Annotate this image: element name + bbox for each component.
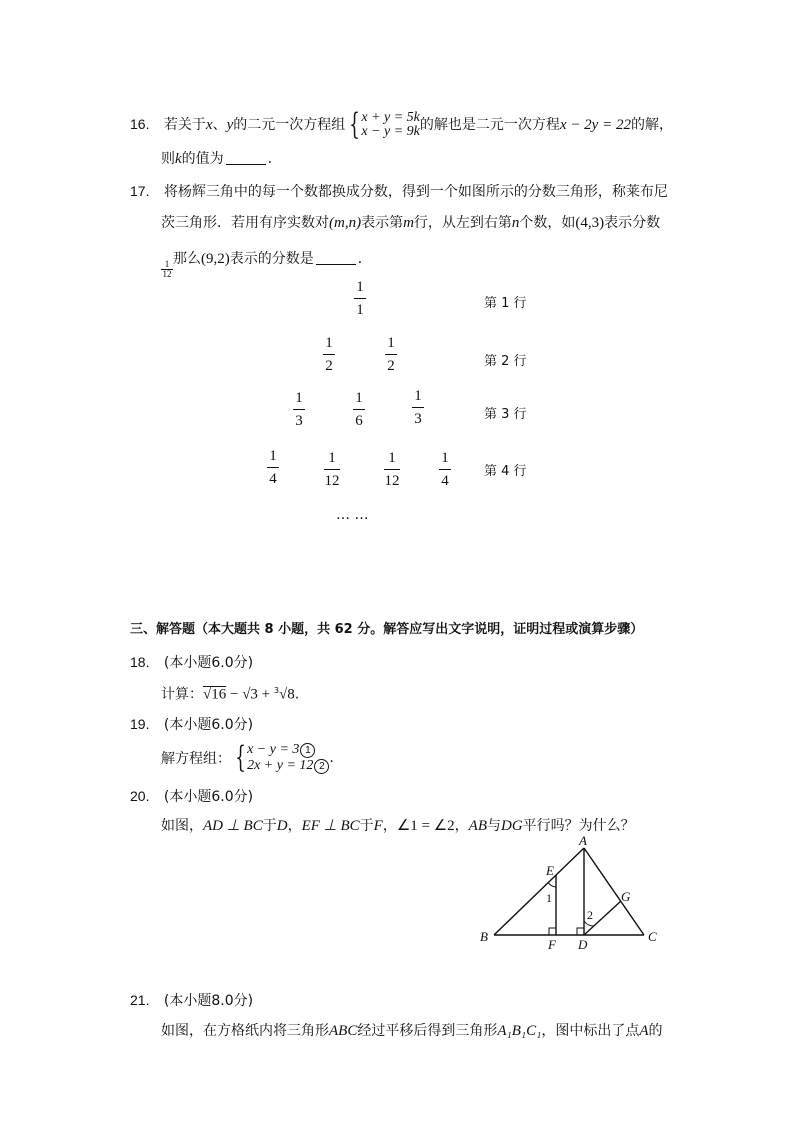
equation-1: x + y = 5k [361,110,420,125]
q18-end: . [294,686,300,703]
q16-sep: 、 [212,117,227,133]
equation-2: 2x + y = 12 2 [247,758,329,774]
question-number: 17. [130,183,150,199]
var-dg: DG [501,818,523,834]
q21-text: ，图中标出了点 [541,1023,640,1039]
q16-text: 的二元一次方程组 [233,117,346,133]
var-f: F [373,818,383,834]
q17-end: ． [357,251,372,267]
q17-text: 茨三角形．若用有序实数对 [161,215,329,231]
ellipsis: … … [336,507,369,523]
q20-text: 如图， [161,818,203,834]
row-label: 第 2 行 [484,354,527,369]
q19-end: . [329,750,334,766]
question-number: 16. [130,116,150,132]
var-k: k [175,151,182,167]
var-ab: AB [468,818,487,834]
var-d: D [276,818,288,834]
expr-middle: − √3 + [226,686,274,703]
label-g: G [621,889,631,904]
root-index: 3 [273,686,279,695]
fraction: 1 6 [349,389,369,430]
cond-ef-perp-bc: EF ⊥ BC [301,818,360,834]
var-y: y [226,117,234,133]
circled-1: 1 [300,743,315,758]
question-number: 18. [130,654,150,670]
question-17-line3 [161,248,372,279]
q16-text: 则 [161,151,175,167]
q20-text: 于 [262,818,277,834]
fraction: 1 1 [350,278,370,319]
label-a: A [579,835,587,848]
question-19-header [130,714,253,735]
question-17-line2 [161,212,660,234]
q20-text: ， [454,818,469,834]
q16-end: . [267,151,273,167]
fraction: 1 2 [319,334,339,375]
example-fraction: $\frac{1}{12}$ [162,259,172,279]
equation-2: x − y = 9k [361,124,420,139]
sqrt-16: √16 [203,686,227,703]
score-note: (本小题6.0分) [163,717,254,733]
circled-2: 2 [314,759,329,774]
question-number: 19. [130,716,150,732]
angle-1-arc [548,882,556,887]
question-20-body [161,815,635,837]
fraction: 1 12 [324,450,340,489]
q16-text: 的值为 [181,151,224,167]
fraction: 1 4 [263,447,283,488]
fraction: 1 4 [435,449,455,490]
var-a: A [639,1023,649,1039]
label-d: D [578,937,588,952]
var-n: n [511,215,520,231]
equation-system: { x − y = 3 1 2x + y = 12 2 [231,742,329,774]
q20-text: 与 [487,818,501,834]
question-21-header [130,990,253,1011]
score-note: (本小题8.0分) [163,993,254,1009]
label-angle-1: 1 [546,891,552,905]
fraction: 1 2 [381,334,401,375]
q17-text: 那么 [173,251,201,267]
question-20-header [130,786,253,807]
label-angle-2: 2 [587,908,593,922]
q16-text: 的解也是二元一次方程 [419,117,560,133]
fraction: 1 12 [384,450,400,489]
q17-text: 个数，如 [519,215,576,231]
cbrt-8: √8 [278,686,295,703]
row-label: 第 3 行 [484,407,527,422]
pair-example: (4,3) [575,215,605,231]
var-abc: ABC [329,1023,358,1039]
segment-ac [584,848,644,935]
section-title: 三、解答题（本大题共 8 小题，共 62 分。解答应写出文字说明，证明过程或演算步骤） [130,622,644,637]
q17-text: 表示第 [361,215,404,231]
q20-text: ， [382,818,397,834]
question-17-line1 [130,180,668,203]
question-19-body [161,740,334,776]
question-number: 21. [130,992,150,1008]
q16-text: 的解， [630,117,673,133]
q20-text: ， [287,818,302,834]
label-f: F [548,937,556,952]
label-c: C [648,929,657,944]
pair-mn: (m,n) [329,215,362,231]
q17-text: 将杨辉三角中的每一个数都换成分数，得到一个如图所示的分数三角形，称莱布尼 [163,184,668,200]
answer-blank[interactable] [226,152,266,165]
question-18-body [161,680,299,706]
cond-ad-perp-bc: AD ⊥ BC [203,818,263,834]
var-m: m [403,215,414,231]
var-x: x [205,117,213,133]
pair-query: (9,2) [201,251,230,267]
q18-text: 计算： [161,686,203,703]
equation-system: { x + y = 5k x − y = 9k [349,107,420,142]
cond-angles: ∠1 = ∠2 [396,818,455,834]
label-b: B [480,929,488,944]
triangle-figure [470,835,670,955]
right-angle-f [549,928,556,935]
label-e: E [546,863,554,878]
answer-blank[interactable] [316,252,356,265]
score-note: (本小题6.0分) [163,789,254,805]
q21-text: 经过平移后得到三角形 [357,1023,498,1039]
q17-text: 行，从左到右第 [413,215,512,231]
right-angle-d [577,928,584,935]
q16-text: 若关于 [163,117,206,133]
q21-text: 的 [648,1023,663,1039]
score-note: (本小题6.0分) [163,655,254,671]
q21-text: 如图，在方格纸内将三角形 [161,1023,329,1039]
q20-text: 于 [359,818,374,834]
q17-text: 表示的分数是 [229,251,314,267]
var-a1b1c1: A₁B₁C₁ [497,1023,542,1039]
fraction: 1 3 [408,387,428,428]
q19-text: 解方程组： [161,751,231,767]
question-21-body [161,1020,663,1042]
q17-text: 表示分数 [604,215,661,231]
question-number: 20. [130,788,150,804]
question-16-line2 [161,148,272,170]
q20-text: 平行吗？为什么？ [522,818,635,834]
equation-3: x − 2y = 22 [559,117,631,133]
question-16 [130,107,673,142]
question-18-header [130,652,253,673]
equation-1: x − y = 3 1 [247,742,329,758]
row-label: 第 1 行 [484,296,527,311]
fraction: 1 3 [289,389,309,430]
segment-ab [494,848,584,935]
row-label: 第 4 行 [484,464,527,479]
